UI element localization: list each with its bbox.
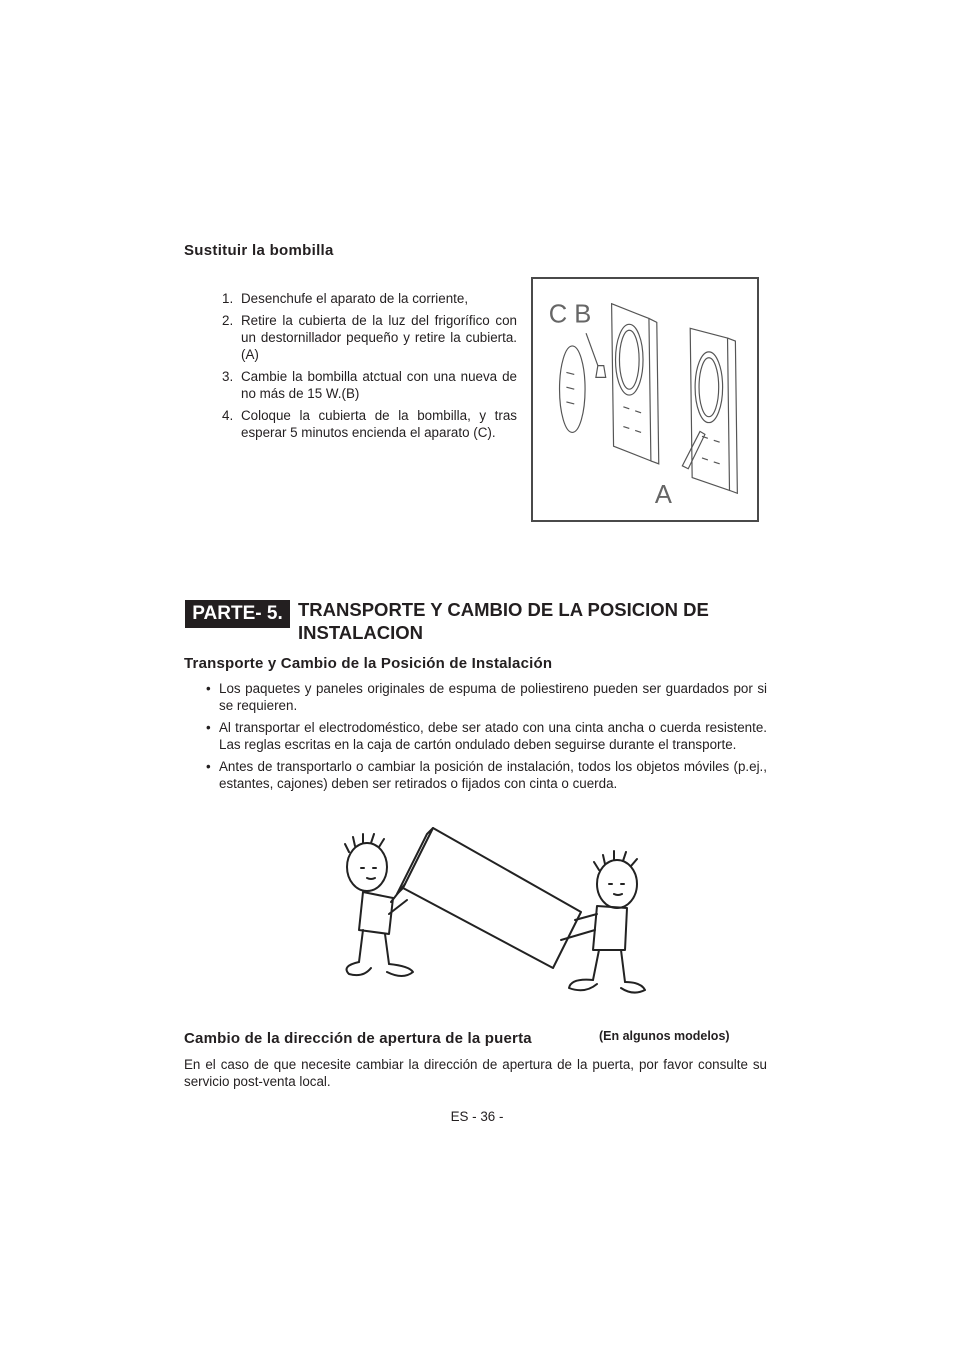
section-title-bulb: Sustituir la bombilla — [184, 242, 334, 259]
list-item: 1. Desenchufe el aparato de la corriente, — [222, 291, 469, 306]
list-item: 4. Coloque la cubierta de la bombilla, y tras esperar 5 minutos encienda el aparato (C). — [222, 408, 517, 440]
section-title-transport: Transporte y Cambio de la Posición de Instalación — [184, 655, 553, 672]
bulb-replacement-figure — [531, 277, 759, 522]
page-number: ES - 36 - — [450, 1109, 504, 1124]
list-item: 2. Retire la cubierta de la luz del frigorífico con un destornillador pequeño y retire la cubierta. (A) — [222, 313, 517, 362]
list-item: 3. Cambie la bombilla atctual con una nueva de no más de 15 W.(B) — [222, 369, 517, 401]
section-body-door: En el caso de que necesite cambiar la dirección de apertura de la puerta, por favor consulte su servicio post-venta local. — [184, 1057, 767, 1089]
part-title: TRANSPORTE Y CAMBIO DE LA POSICION DE INSTALACION — [298, 599, 709, 643]
bulb-steps-list — [222, 290, 517, 446]
transport-bullets-list — [206, 680, 767, 797]
carrying-fridge-illustration — [335, 822, 650, 1000]
two-kids-carrying-appliance — [335, 822, 650, 1000]
section-note-models: (En algunos modelos) — [599, 1029, 730, 1043]
light-housing-illustration — [533, 279, 757, 520]
figure-label-a: A — [654, 481, 672, 510]
figure-label-b: B — [574, 300, 592, 329]
part-badge: PARTE- 5. — [185, 600, 290, 628]
list-item: • Antes de transportarlo o cambiar la posición de instalación, todos los objetos móviles (p.ej., estantes, cajones) deben ser retirados o fijados con cinta o cuerda. — [206, 759, 767, 791]
list-item: • Los paquetes y paneles originales de espuma de poliestireno pueden ser guardados por si se requieren. — [206, 681, 767, 713]
section-title-door: Cambio de la dirección de apertura de la puerta — [184, 1030, 532, 1047]
figure-label-c: C — [548, 300, 568, 329]
list-item: • Al transportar el electrodoméstico, debe ser atado con una cinta ancha o cuerda resistente. Las reglas escritas en la caja de cartón ondulado deben seguirse durante el transporte. — [206, 720, 767, 752]
